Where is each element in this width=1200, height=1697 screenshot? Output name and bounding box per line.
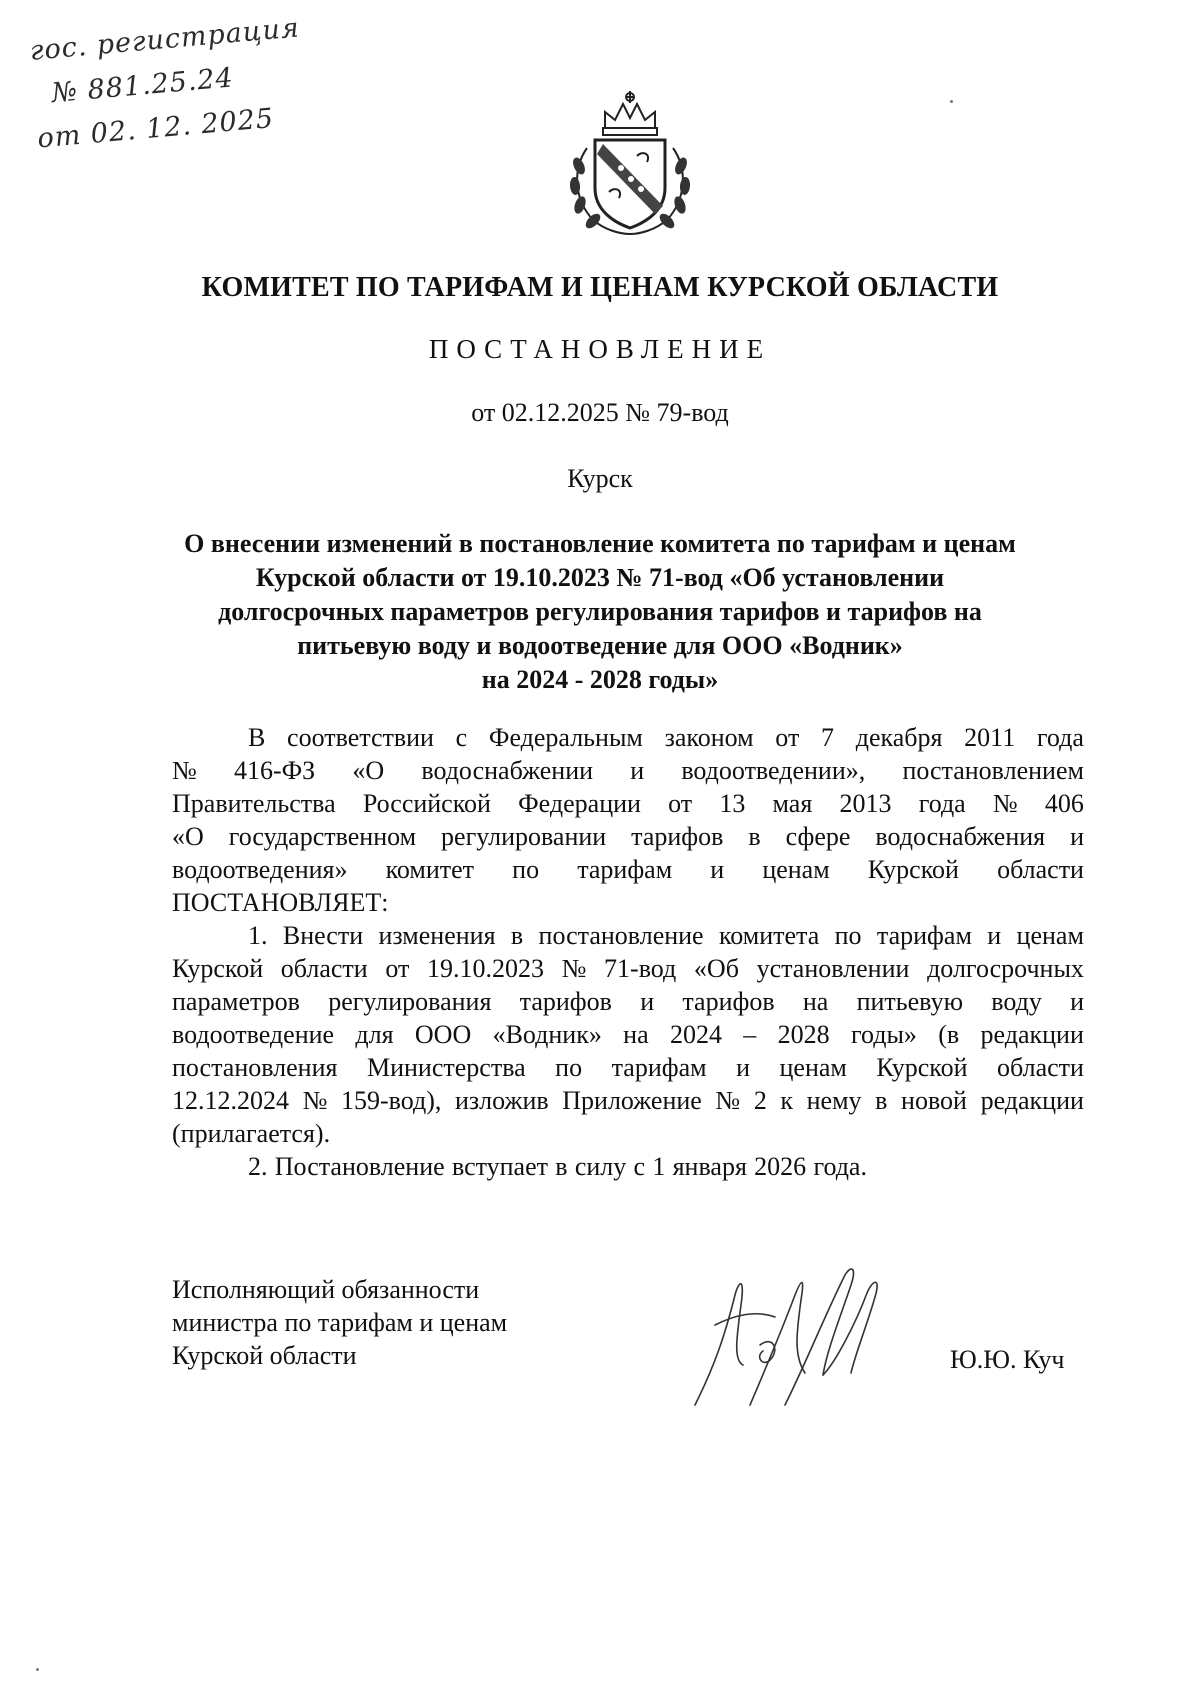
subject-line: долгосрочных параметров регулирования тарифов и тарифов на [218,597,982,626]
body-word: по [834,921,862,950]
body-line [172,1117,1084,1150]
body-line [172,820,1084,853]
body-word: области [997,1053,1084,1082]
document-body [172,721,1084,1183]
subject-line: питьевую воду и водоотведение для ООО «Водник» [297,631,903,660]
body-word: 19.10.2023 [426,954,544,983]
body-word: водоснабжении [421,756,594,785]
coat-of-arms-icon [565,88,695,238]
body-word: 1 [652,1152,666,1181]
body-word: 7 [821,723,835,752]
subject-line: Курской области от 19.10.2023 № 71-вод «Об установлении [255,563,945,592]
body-line [172,985,1084,1018]
body-line [172,952,1084,985]
body-word: в [510,921,524,950]
body-word: от [668,789,693,818]
body-word: ценам [1016,921,1084,950]
body-word: 159-вод), [341,1086,442,1115]
body-word: Постановление [274,1152,445,1181]
body-word: 12.12.2024 [172,1086,289,1115]
body-word: вступает [451,1152,548,1181]
subject-line: О внесении изменений в постановление комитета по тарифам и ценам [184,529,1016,558]
signatory-position [172,1273,592,1372]
body-word: ПОСТАНОВЛЯЕТ: [172,888,389,917]
body-word: и [1070,822,1084,851]
document-date-number: от 02.12.2025 № 79-вод [471,398,729,427]
scan-speck [36,1668,39,1671]
signatory-line: Исполняющий обязанности [172,1275,480,1304]
body-word: года. [813,1152,867,1181]
body-word: № [302,1086,328,1115]
subject-line: на 2024 - 2028 годы» [481,665,719,694]
body-word: № [992,789,1018,818]
body-word: № [715,1086,741,1115]
body-word: комитета [718,921,820,950]
body-word: 2013 [839,789,892,818]
signatory-line: министра по тарифам и ценам [172,1308,508,1337]
body-word: редакции [980,1020,1084,1049]
body-word: сфере [785,822,851,851]
body-line [172,1051,1084,1084]
body-word: и [1070,987,1084,1016]
body-word: с [633,1152,646,1181]
body-word: новой [901,1086,967,1115]
body-word: Федерации [518,789,641,818]
body-word: Российской [362,789,491,818]
body-word: регулирования [328,987,492,1016]
body-word: постановления [172,1053,338,1082]
body-line [172,787,1084,820]
handwritten-signature [655,1255,935,1415]
body-word: года [1036,723,1084,752]
body-word: изложив [455,1086,549,1115]
body-word: параметров [172,987,300,1016]
body-word: ООО [414,1020,472,1049]
body-word: ценам [762,855,830,884]
body-word: водоотведении», [681,756,866,785]
body-word: водоотведение [172,1020,335,1049]
document-type: ПОСТАНОВЛЕНИЕ [428,334,772,364]
body-line [172,1084,1084,1117]
body-word: и [640,987,655,1016]
body-word: постановлением [902,756,1084,785]
body-word: тарифов [682,987,775,1016]
document-subject [150,527,1050,697]
body-word: Курской [876,1053,968,1082]
body-word: тарифов [519,987,612,1016]
body-word: водоотведения» [172,855,348,884]
body-word: 2028 [777,1020,830,1049]
body-word: Внести [282,921,364,950]
body-word: регулировании [441,822,607,851]
handnote-line: от 02. 12. 2025 [36,102,276,155]
body-word: (прилагается). [172,1119,331,1148]
body-word: установлении [756,954,910,983]
body-word: в [748,822,761,851]
body-word: № [172,756,197,785]
handnote-line: № 881.25.24 [50,62,235,110]
body-word: (в [938,1020,960,1049]
handnote-line: гос. регистрация [28,12,301,67]
body-word: 2024 [669,1020,722,1049]
body-word: мая [772,789,813,818]
body-word: силу [574,1152,627,1181]
body-word: Правительства [172,789,336,818]
body-line [172,853,1084,886]
document-city: Курск [567,464,633,493]
body-word: долгосрочных [927,954,1084,983]
body-word: нему [806,1086,862,1115]
body-word: на [623,1020,649,1049]
body-line [172,1150,1084,1183]
body-word: 71-вод [604,954,677,983]
body-word: Приложение [562,1086,702,1115]
body-word: 416-ФЗ [233,756,316,785]
body-word: тарифам [577,855,673,884]
body-word: к [780,1086,794,1115]
body-word: и [736,1053,750,1082]
body-word: декабря [855,723,943,752]
body-word: № [561,954,587,983]
body-word: года [918,789,966,818]
body-word: области [280,954,368,983]
body-word: комитет [385,855,475,884]
body-word: тарифам [611,1053,707,1082]
body-word: водоснабжения [875,822,1046,851]
body-word: области [997,855,1084,884]
body-word: постановление [538,921,704,950]
body-word: 2 [753,1086,767,1115]
body-word: изменения [378,921,496,950]
body-word: 2011 [964,723,1016,752]
body-word: Министерства [366,1053,526,1082]
body-word: – [743,1020,757,1049]
body-word: января [672,1152,747,1181]
body-word: тарифов [631,822,724,851]
body-word: законом [664,723,754,752]
body-word: годы» [850,1020,917,1049]
body-word: редакции [980,1086,1084,1115]
body-word: Федеральным [488,723,643,752]
body-word: В [248,723,266,752]
body-word: «Водник» [492,1020,602,1049]
body-word: Курской [867,855,959,884]
body-word: и [710,855,725,884]
organization-title: КОМИТЕТ ПО ТАРИФАМ И ЦЕНАМ КУРСКОЙ ОБЛАСТИ [201,272,999,303]
body-word: на [802,987,829,1016]
body-word: 13 [719,789,746,818]
body-word: «Об [693,954,739,983]
handwritten-registration-note [28,7,299,161]
body-word: от [775,723,800,752]
body-line [172,721,1084,754]
body-word: 2. [248,1152,268,1181]
body-word: с [455,723,468,752]
body-line [172,886,1084,919]
signatory-name: Ю.Ю. Куч [950,1345,1065,1374]
body-word: Курской [172,954,264,983]
body-word: для [355,1020,394,1049]
body-word: и [630,756,645,785]
body-word: тарифам [876,921,972,950]
body-line [172,919,1084,952]
scan-speck [950,100,953,103]
body-word: «О [352,756,385,785]
body-line [172,1018,1084,1051]
body-word: воду [991,987,1042,1016]
body-word: по [555,1053,583,1082]
body-word: соответствии [287,723,434,752]
body-word: в [555,1152,568,1181]
body-word: и [987,921,1002,950]
body-word: по [512,855,540,884]
body-word: «О [172,822,204,851]
body-word: в [875,1086,888,1115]
body-word: 1. [248,921,268,950]
body-word: 2026 [754,1152,807,1181]
body-word: 406 [1044,789,1084,818]
body-line [172,754,1084,787]
body-word: ценам [779,1053,847,1082]
body-word: государственном [228,822,417,851]
body-word: от [385,954,410,983]
body-word: питьевую [856,987,963,1016]
signatory-line: Курской области [172,1341,357,1370]
